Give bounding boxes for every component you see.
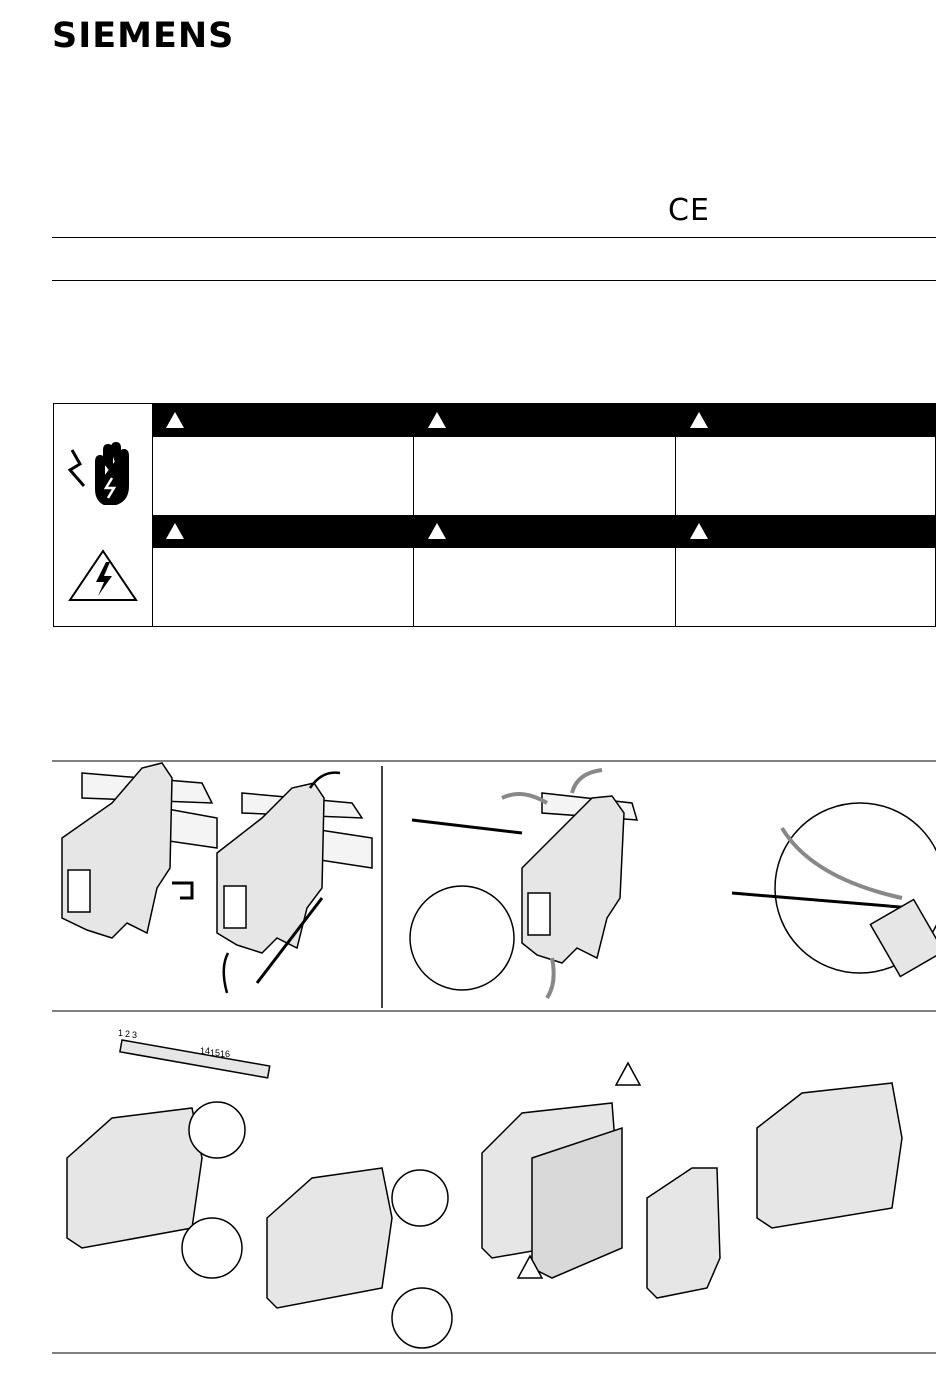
warning-cell-1-2 — [414, 404, 676, 515]
terminal-number-14: 14 — [200, 1046, 211, 1056]
figure-mount-module — [62, 763, 217, 938]
figure-module-stack-left — [67, 1102, 452, 1348]
terminal-number-15: 15 — [210, 1048, 221, 1058]
warning-triangle-icon — [690, 523, 708, 539]
warning-triangle-icon — [428, 523, 446, 539]
figure-module-stack-right — [757, 1083, 902, 1228]
terminal-number-2: 2 — [125, 1029, 131, 1039]
safety-warning-table — [53, 403, 936, 627]
figure-jumper-bar — [118, 1028, 270, 1078]
high-voltage-triangle-icon — [70, 551, 136, 600]
figure-wiring-module — [410, 770, 936, 998]
warning-triangle-icon — [690, 412, 708, 428]
terminal-number-3: 3 — [132, 1030, 138, 1040]
installation-figures — [52, 758, 936, 1358]
warning-cell-1-1 — [152, 404, 414, 515]
figure-cover-assembly — [482, 1063, 720, 1298]
warning-triangle-icon — [166, 412, 184, 428]
warning-cell-1-3 — [676, 404, 935, 515]
warning-cell-2-1 — [152, 515, 414, 626]
terminal-number-1: 1 — [118, 1028, 124, 1038]
warning-icon-column — [54, 404, 153, 626]
divider-top — [52, 237, 936, 238]
warning-icons — [54, 404, 152, 626]
electric-shock-hand-icon — [70, 443, 128, 504]
divider-bottom — [52, 280, 936, 281]
warning-cell-2-3 — [676, 515, 935, 626]
ce-mark: CE — [668, 193, 710, 228]
siemens-logo: SIEMENS — [52, 16, 235, 56]
warning-triangle-icon — [166, 523, 184, 539]
warning-triangle-icon — [428, 412, 446, 428]
warning-cell-2-2 — [414, 515, 676, 626]
terminal-number-16: 16 — [220, 1049, 231, 1059]
figure-remove-module — [217, 773, 372, 993]
